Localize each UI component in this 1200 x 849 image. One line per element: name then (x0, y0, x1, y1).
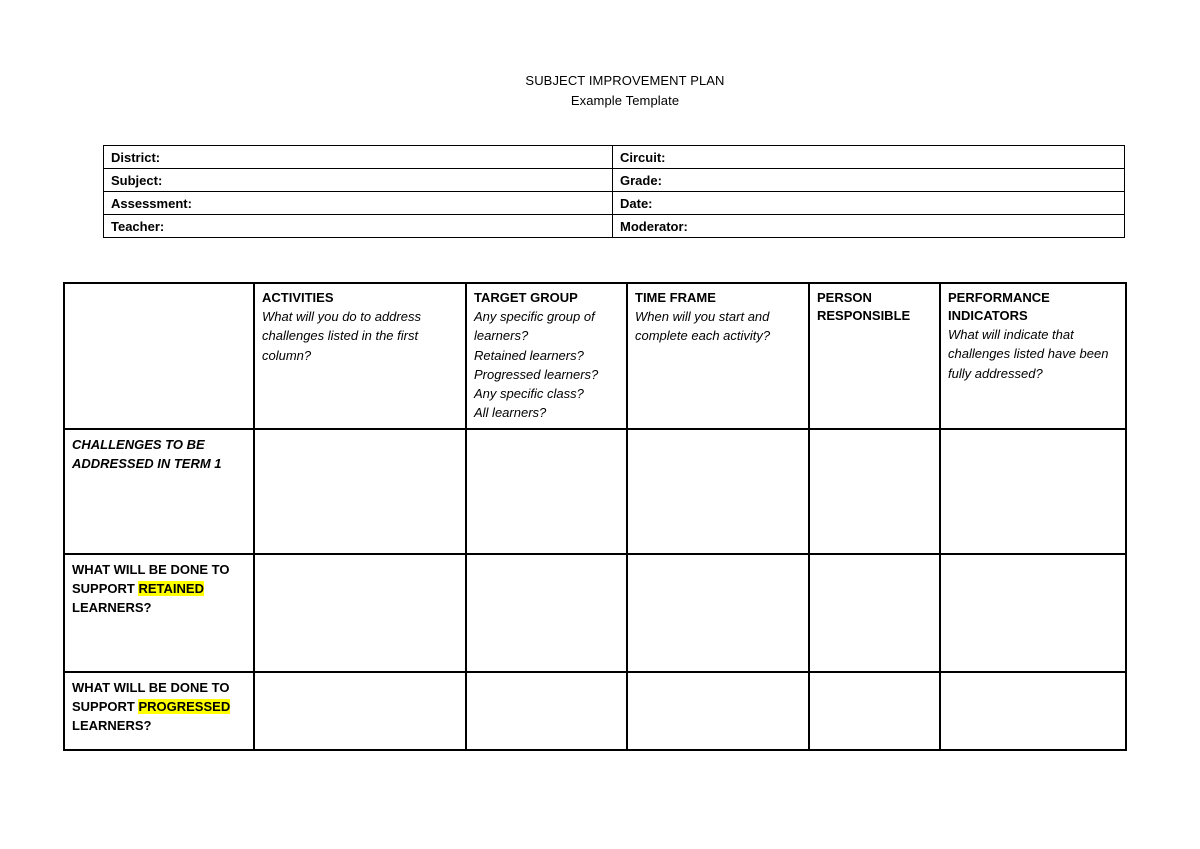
plan-header-row (64, 283, 1126, 429)
info-row-assessment (104, 192, 1125, 215)
grade-cell: Grade: (613, 169, 1125, 192)
cell-activities (254, 429, 466, 554)
header-activities (254, 283, 466, 429)
highlighted-text: PROGRESSED (138, 699, 231, 715)
plan-table (63, 282, 1127, 751)
header-performance-indicators (940, 283, 1126, 429)
row-label-retained (64, 554, 254, 672)
plan-row-progressed (64, 672, 1126, 750)
row-label-text: WHAT WILL BE DONE TO SUPPORT (72, 561, 230, 597)
document-title: SUBJECT IMPROVEMENT PLAN (525, 73, 725, 88)
column-description: Retained learners? (474, 347, 584, 363)
header-time-frame (627, 283, 809, 429)
info-row-teacher (104, 215, 1125, 238)
column-description: When will you start and complete each activity? (635, 309, 771, 344)
cell-performance-indicators (940, 672, 1126, 750)
row-label-progressed (64, 672, 254, 750)
cell-activities (254, 554, 466, 672)
column-description: Progressed learners? (474, 366, 599, 382)
cell-time-frame (627, 554, 809, 672)
header-target-group (466, 283, 627, 429)
header-person-responsible (809, 283, 940, 429)
row-label-text: CHALLENGES TO BE ADDRESSED IN TERM 1 (72, 436, 222, 472)
cell-target-group (466, 554, 627, 672)
plan-row-challenges (64, 429, 1126, 554)
moderator-cell: Moderator: (613, 215, 1125, 238)
column-description: All learners? (474, 405, 547, 421)
plan-row-retained (64, 554, 1126, 672)
column-title-line-2: RESPONSIBLE (817, 308, 911, 323)
cell-target-group (466, 672, 627, 750)
assessment-cell: Assessment: (104, 192, 613, 215)
row-label-challenges (64, 429, 254, 554)
row-label-text: WHAT WILL BE DONE TO SUPPORT (72, 679, 230, 715)
info-table (103, 145, 1125, 238)
cell-time-frame (627, 672, 809, 750)
cell-target-group (466, 429, 627, 554)
column-title: ACTIVITIES (262, 290, 334, 305)
district-cell: District: (104, 146, 613, 169)
teacher-cell: Teacher: (104, 215, 613, 238)
column-title: TIME FRAME (635, 290, 716, 305)
subject-cell: Subject: (104, 169, 613, 192)
cell-person-responsible (809, 429, 940, 554)
row-label-text-end: LEARNERS? (72, 600, 152, 616)
document-subtitle: Example Template (570, 93, 680, 108)
column-description: What will you do to address challenges listed in the first column? (262, 309, 421, 363)
cell-activities (254, 672, 466, 750)
cell-performance-indicators (940, 429, 1126, 554)
column-title: PERFORMANCE (948, 290, 1050, 305)
column-description: What will indicate that challenges listed have been fully addressed? (948, 327, 1109, 381)
row-label-text-end: LEARNERS? (72, 718, 152, 734)
info-row-district (104, 146, 1125, 169)
column-title: PERSON (817, 290, 872, 305)
cell-performance-indicators (940, 554, 1126, 672)
header-corner-cell (64, 283, 254, 429)
column-title-line-2: INDICATORS (948, 308, 1028, 323)
cell-person-responsible (809, 672, 940, 750)
cell-person-responsible (809, 554, 940, 672)
circuit-cell: Circuit: (613, 146, 1125, 169)
cell-time-frame (627, 429, 809, 554)
column-description: Any specific class? (474, 386, 584, 402)
highlighted-text: RETAINED (138, 581, 204, 597)
column-title: TARGET GROUP (474, 290, 578, 305)
column-description: Any specific group of learners? (474, 309, 595, 344)
info-row-subject (104, 169, 1125, 192)
date-cell: Date: (613, 192, 1125, 215)
